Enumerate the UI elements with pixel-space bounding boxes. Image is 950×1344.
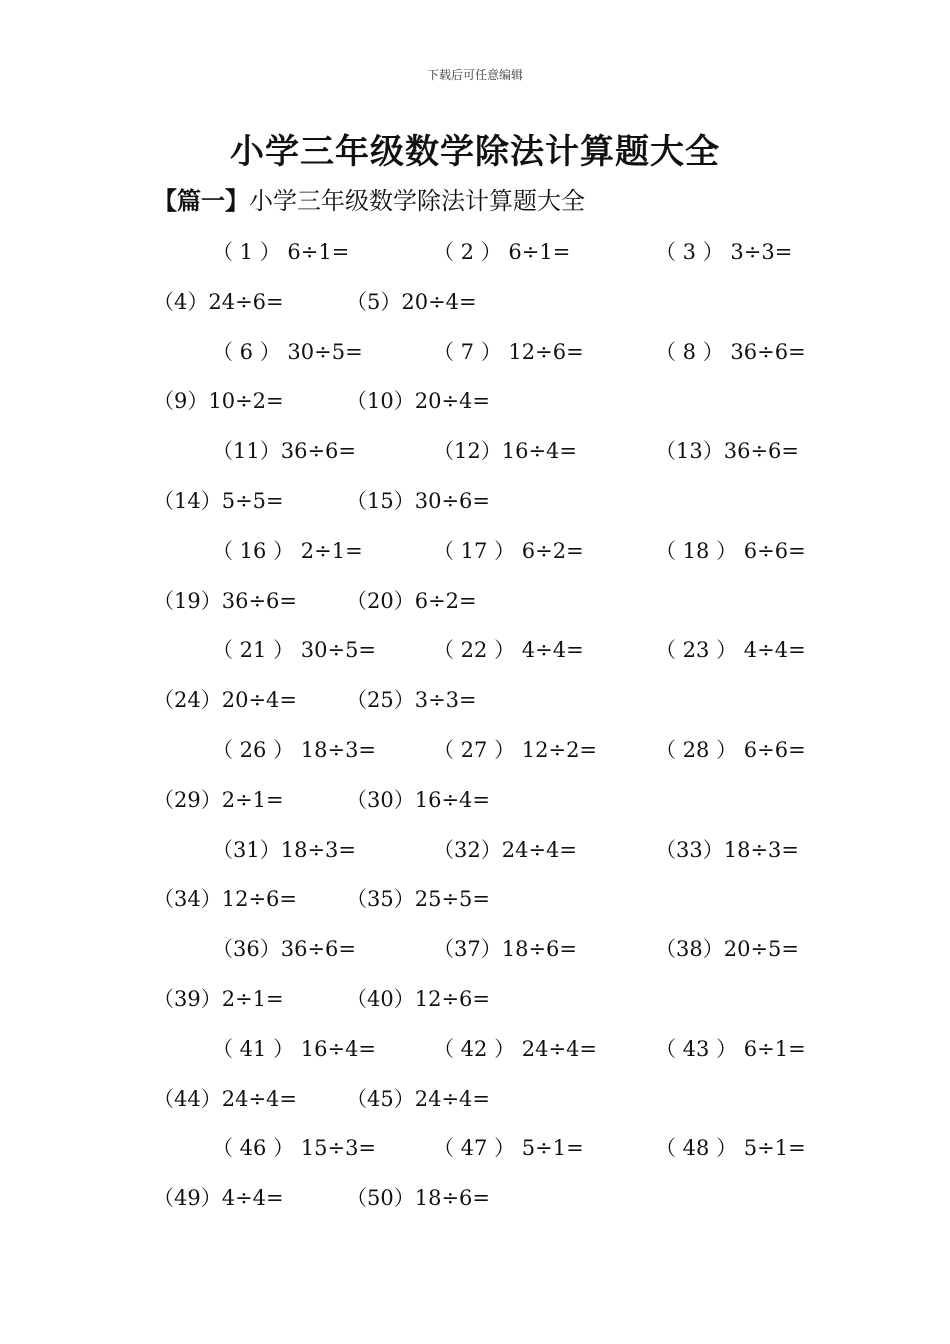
- division-problem: （44）24÷4=: [153, 1086, 297, 1111]
- division-problem: （ 22 ） 4÷4=: [433, 638, 584, 663]
- division-problem: （ 16 ） 2÷1=: [212, 538, 363, 563]
- problem-row: [0, 1071, 950, 1121]
- division-problem: （30）16÷4=: [346, 787, 490, 812]
- division-problem: （39）2÷1=: [153, 986, 284, 1011]
- section-heading: [153, 181, 585, 216]
- division-problem: （ 26 ） 18÷3=: [212, 737, 377, 762]
- division-problem: （ 41 ） 16÷4=: [212, 1036, 377, 1061]
- division-problem: （32）24÷4=: [433, 837, 577, 862]
- division-problem: （36）36÷6=: [212, 937, 356, 962]
- division-problem: （ 48 ） 5÷1=: [655, 1136, 806, 1161]
- division-problem: （34）12÷6=: [153, 887, 297, 912]
- division-problem: （ 1 ） 6÷1=: [212, 240, 350, 264]
- section-text: 小学三年级数学除法计算题大全: [249, 187, 585, 215]
- division-problem: （13）36÷6=: [655, 439, 799, 464]
- division-problem: （29）2÷1=: [153, 787, 284, 812]
- problem-row: [0, 622, 950, 672]
- division-problem: （4）24÷6=: [153, 289, 284, 314]
- division-problem: （12）16÷4=: [433, 439, 577, 464]
- division-problem: （ 18 ） 6÷6=: [655, 538, 806, 563]
- division-problem: （9）10÷2=: [153, 389, 284, 414]
- problem-row: [0, 523, 950, 573]
- division-problem: （35）25÷5=: [346, 887, 490, 912]
- division-problem: （ 42 ） 24÷4=: [433, 1036, 598, 1061]
- division-problem: （49）4÷4=: [153, 1186, 284, 1211]
- problem-row: [0, 274, 950, 324]
- division-problem: （45）24÷4=: [346, 1086, 490, 1111]
- division-problem: （31）18÷3=: [212, 837, 356, 862]
- division-problem: （33）18÷3=: [655, 837, 799, 862]
- division-problem: （20）6÷2=: [346, 588, 477, 613]
- problem-row: [0, 921, 950, 971]
- section-label: 【篇一】: [153, 187, 249, 215]
- division-problem: （24）20÷4=: [153, 688, 297, 713]
- division-problem: （ 6 ） 30÷5=: [212, 339, 363, 364]
- division-problem: （ 21 ） 30÷5=: [212, 638, 377, 663]
- division-problem: （10）20÷4=: [346, 389, 490, 414]
- division-problem: （38）20÷5=: [655, 937, 799, 962]
- division-problem: （15）30÷6=: [346, 488, 490, 513]
- division-problem: （5）20÷4=: [346, 289, 477, 314]
- problem-list: [0, 224, 950, 1220]
- division-problem: （ 17 ） 6÷2=: [433, 538, 584, 563]
- problem-row: [0, 573, 950, 623]
- division-problem: （ 27 ） 12÷2=: [433, 737, 598, 762]
- problem-row: [0, 473, 950, 523]
- division-problem: （ 47 ） 5÷1=: [433, 1136, 584, 1161]
- division-problem: （ 23 ） 4÷4=: [655, 638, 806, 663]
- division-problem: （50）18÷6=: [346, 1186, 490, 1211]
- division-problem: （ 7 ） 12÷6=: [433, 339, 584, 364]
- problem-row: [0, 822, 950, 872]
- division-problem: （37）18÷6=: [433, 937, 577, 962]
- problem-row: [0, 1021, 950, 1071]
- division-problem: （ 8 ） 36÷6=: [655, 339, 806, 364]
- division-problem: （25）3÷3=: [346, 688, 477, 713]
- problem-row: [0, 373, 950, 423]
- header-note: 下载后可任意编辑: [426, 68, 523, 82]
- division-problem: （19）36÷6=: [153, 588, 297, 613]
- document-title: 小学三年级数学除法计算题大全: [230, 132, 720, 172]
- division-problem: （ 43 ） 6÷1=: [655, 1036, 806, 1061]
- problem-row: [0, 1170, 950, 1220]
- problem-row: [0, 1120, 950, 1170]
- division-problem: （ 2 ） 6÷1=: [433, 240, 571, 264]
- problem-row: [0, 423, 950, 473]
- problem-row: [0, 772, 950, 822]
- division-problem: （11）36÷6=: [212, 439, 356, 464]
- division-problem: （ 28 ） 6÷6=: [655, 737, 806, 762]
- division-problem: （14）5÷5=: [153, 488, 284, 513]
- problem-row: [0, 672, 950, 722]
- problem-row: [0, 971, 950, 1021]
- division-problem: （ 46 ） 15÷3=: [212, 1136, 377, 1161]
- problem-row: [0, 324, 950, 374]
- problem-row: [0, 722, 950, 772]
- problem-row: [0, 871, 950, 921]
- division-problem: （40）12÷6=: [346, 986, 490, 1011]
- problem-row: [0, 224, 950, 274]
- division-problem: （ 3 ） 3÷3=: [655, 240, 793, 264]
